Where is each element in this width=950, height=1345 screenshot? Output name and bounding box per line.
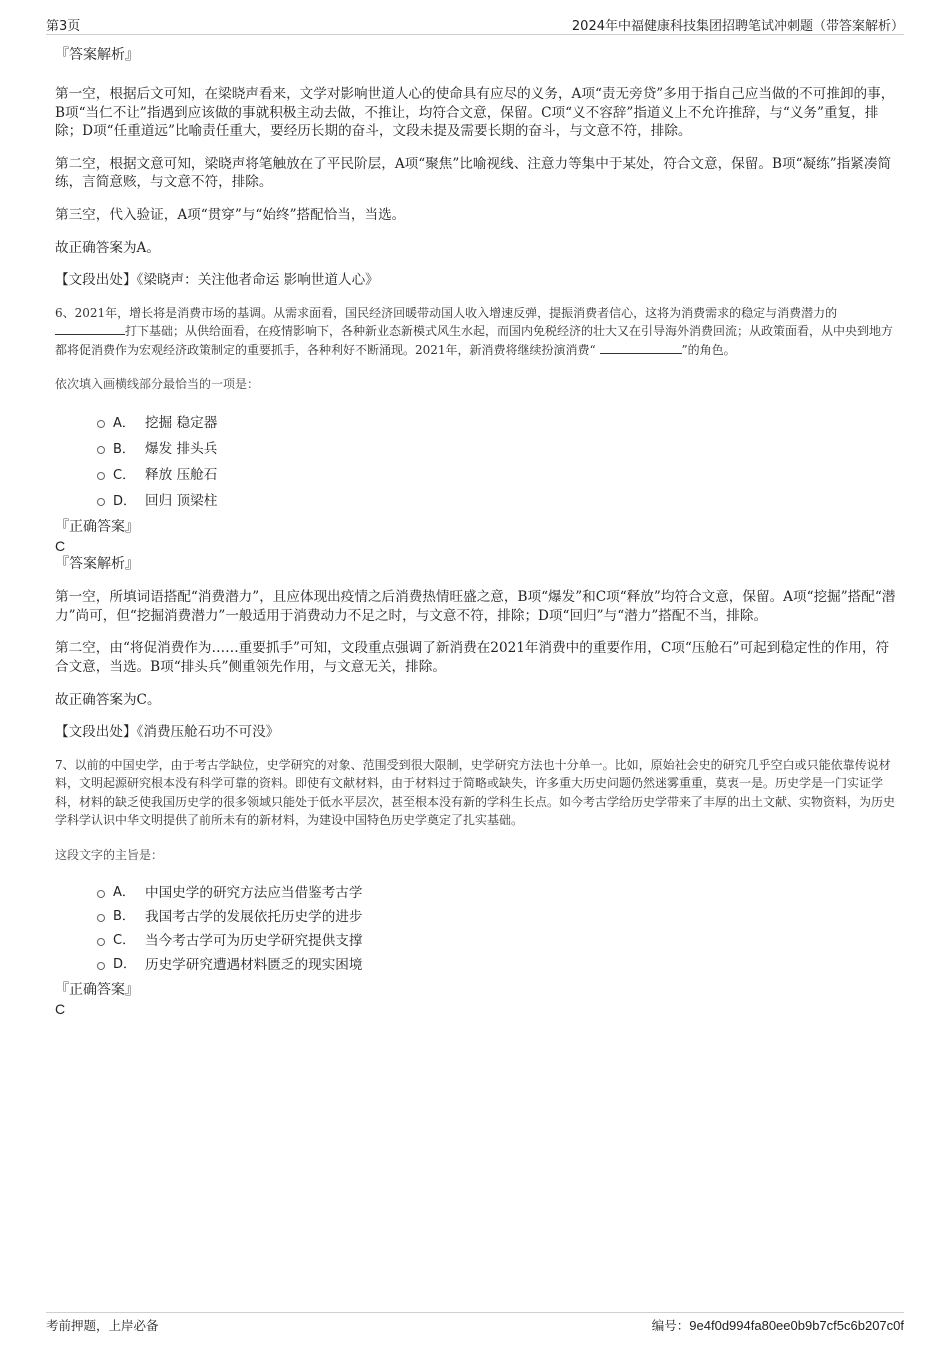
analysis-paragraph: 第一空，根据后文可知，在梁晓声看来，文学对影响世道人心的使命具有应尽的义务，A项“责无旁贷”多用于指自己应当做的不可推卸的事，B项“当仁不让”指遇到应该做的事就积极主动去做，不推让，均符合文意，保留。C项“义不容辞”指道义上不允许推辞，与“义务”重复，排除；D项“任重道远”比喻责任重大，要经历长期的奋斗，文段未提及需要长期的奋斗，与文意不符，排除。 (55, 86, 895, 140)
document-id: 编号：9e4f0d994fa80ee0b9b7cf5c6b207c0f (651, 1318, 904, 1333)
analysis-paragraph: 第一空，所填词语搭配“消费潜力”，且应体现出疫情之后消费热情旺盛之意，B项“爆发”和C项“释放”均符合文意，保留。A项“挖掘”搭配“潜力”尚可，但“挖掘消费潜力”一般适用于消费动力不足之时，与文意不符，排除；D项“回归”与“潜力”搭配不当，排除。 (55, 589, 896, 624)
fill-blank (600, 341, 682, 354)
correct-answer: C (55, 1000, 66, 1017)
option-d[interactable]: D． 回归 顶梁柱 (55, 486, 897, 512)
option-list (55, 408, 897, 512)
option-b[interactable]: B． 爆发 排头兵 (55, 434, 897, 460)
analysis-label: 『答案解析』 (55, 556, 139, 573)
question-prompt: 依次填入画横线部分最恰当的一项是： (55, 377, 260, 392)
radio-icon[interactable] (97, 962, 105, 970)
option-b[interactable]: B． 我国考古学的发展依托历史学的进步 (55, 903, 897, 927)
radio-icon[interactable] (97, 890, 105, 898)
option-d[interactable]: D． 历史学研究遭遇材料匮乏的现实困境 (55, 951, 897, 975)
correct-answer-label: 『正确答案』 (55, 519, 139, 536)
document-body (55, 46, 897, 1018)
option-a[interactable]: A． 挖掘 稳定器 (55, 408, 897, 434)
source-citation: 【文段出处】《消费压舱石功不可没》 (55, 724, 280, 741)
option-list (55, 879, 897, 975)
radio-icon[interactable] (97, 498, 105, 506)
radio-icon[interactable] (97, 446, 105, 454)
option-c[interactable]: C． 当今考古学可为历史学研究提供支撑 (55, 927, 897, 951)
fill-blank (55, 322, 125, 335)
footer-slogan: 考前押题，上岸必备 (46, 1318, 159, 1333)
analysis-label: 『答案解析』 (55, 47, 139, 63)
question-prompt: 这段文字的主旨是： (55, 847, 164, 862)
correct-answer-label: 『正确答案』 (55, 981, 139, 998)
page-footer (46, 1312, 904, 1334)
radio-icon[interactable] (97, 472, 105, 480)
correct-answer: C (55, 538, 66, 555)
document-title: 2024年中福健康科技集团招聘笔试冲刺题（带答案解析） (571, 19, 904, 34)
analysis-paragraph: 第二空，根据文意可知，梁晓声将笔触放在了平民阶层，A项“聚焦”比喻视线、注意力等集中于某处，符合文意，保留。B项“凝练”指紧凑简练，言简意赅，与文意不符，排除。 (55, 155, 892, 191)
question-7-text: 7、以前的中国史学，由于考古学缺位，史学研究的对象、范围受到很大限制，史学研究方法也十分单一。比如，原始社会史的研究几乎空白或只能依靠传说材料，文明起源研究根本没有科学可靠的资料。即使有文献材料，由于材料过于简略或缺失，许多重大历史问题仍然迷雾重重，莫衷一是。历史学是一门实证学科，材料的缺乏使我国历史学的很多领域只能处于低水平层次，甚至根本没有新的学科生长点。如今考古学给历史学带来了丰厚的出土文献、实物资料，为历史学科学认识中华文明提供了前所未有的新材料，为建设中国特色历史学奠定了扎实基础。 (55, 757, 896, 828)
page-header (46, 14, 904, 35)
analysis-paragraph: 第三空，代入验证，A项“贯穿”与“始终”搭配恰当，当选。 (55, 206, 406, 223)
radio-icon[interactable] (97, 420, 105, 428)
radio-icon[interactable] (97, 914, 105, 922)
radio-icon[interactable] (97, 938, 105, 946)
analysis-paragraph: 第二空，由“将促消费作为……重要抓手”可知，文段重点强调了新消费在2021年消费中的重要作用，C项“压舱石”可起到稳定性的作用，符合文意，当选。B项“排头兵”侧重领先作用，与文意无关，排除。 (55, 640, 890, 676)
option-c[interactable]: C． 释放 压舱石 (55, 460, 897, 486)
option-a[interactable]: A． 中国史学的研究方法应当借鉴考古学 (55, 879, 897, 903)
final-answer-statement: 故正确答案为C。 (55, 691, 161, 708)
source-citation: 【文段出处】《梁晓声：关注他者命运 影响世道人心》 (55, 272, 379, 289)
page-number: 第3页 (46, 19, 81, 34)
question-6-text: 6、2021年，增长将是消费市场的基调。从需求面看，国民经济回暖带动国人收入增速反弹，提振消费者信心，这将为消费需求的稳定与消费潜力的 打下基础；从供给面看，在疫情影响下，各种新业态新模式风生水起，而国内免税经济的壮大又在引导海外消费回流；从政策面看，从中央到地方都将促消费作为宏观经济政策制定的重要抓手，各种利好不断涌现。2021年，新消费将继续扮演消费“ ”的角色。 (55, 305, 894, 357)
final-answer-statement: 故正确答案为A。 (55, 239, 160, 256)
